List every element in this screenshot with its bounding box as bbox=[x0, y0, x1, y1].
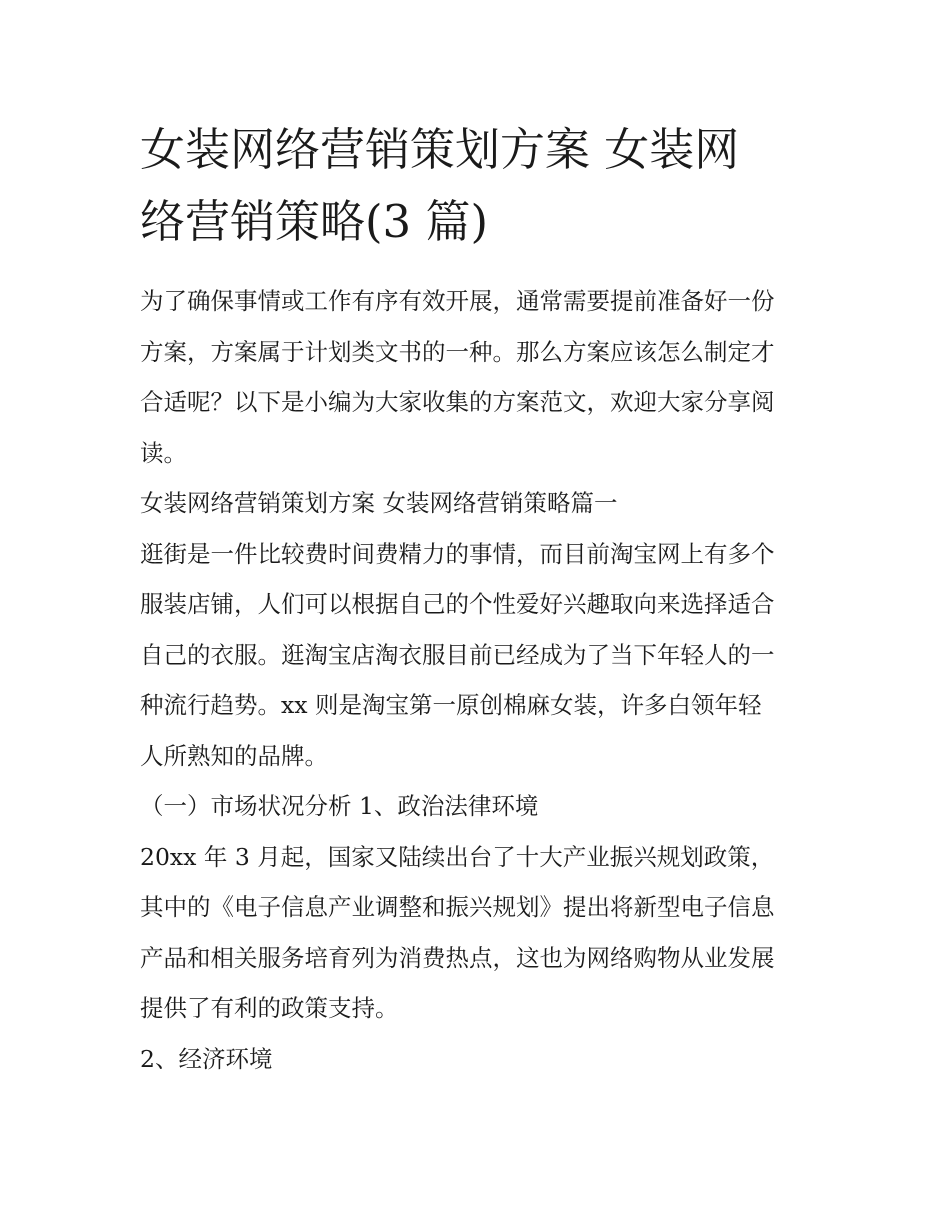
document-title bbox=[140, 114, 830, 258]
intro-line: 为了确保事情或工作有序有效开展，通常需要提前准备好一份 bbox=[140, 287, 775, 315]
intro-line: 方案，方案属于计划类文书的一种。那么方案应该怎么制定才 bbox=[140, 337, 775, 366]
intro-line: 读。 bbox=[140, 438, 187, 467]
title-line-1: 女装网络营销策划方案 女装网 bbox=[140, 123, 740, 176]
document-body bbox=[140, 276, 830, 1084]
sub-heading-economic: 2、经济环境 bbox=[140, 1044, 273, 1073]
para2-line: 20xx 年 3 月起，国家又陆续出台了十大产业振兴规划政策， bbox=[140, 842, 775, 871]
para2-line: 提供了有利的政策支持。 bbox=[140, 994, 399, 1022]
sub-heading-market-analysis: （一）市场状况分析 1、政治法律环境 bbox=[140, 792, 539, 820]
intro-line: 合适呢？以下是小编为大家收集的方案范文，欢迎大家分享阅 bbox=[140, 388, 775, 416]
section-heading: 女装网络营销策划方案 女装网络营销策略篇一 bbox=[140, 489, 618, 517]
para1-line: 自己的衣服。逛淘宝店淘衣服目前已经成为了当下年轻人的一 bbox=[140, 640, 775, 669]
para1-line: 种流行趋势。xx 则是淘宝第一原创棉麻女装，许多白领年轻 bbox=[140, 691, 762, 719]
para2-line: 其中的《电子信息产业调整和振兴规划》提出将新型电子信息 bbox=[140, 893, 775, 921]
para2-line: 产品和相关服务培育列为消费热点，这也为网络购物从业发展 bbox=[140, 943, 775, 972]
para1-line: 人所熟知的品牌。 bbox=[140, 741, 328, 770]
para1-line: 逛街是一件比较费时间费精力的事情，而目前淘宝网上有多个 bbox=[140, 539, 775, 568]
para1-line: 服装店铺，人们可以根据自己的个性爱好兴趣取向来选择适合 bbox=[140, 590, 775, 618]
title-line-2: 络营销策略(3 篇) bbox=[140, 195, 489, 248]
